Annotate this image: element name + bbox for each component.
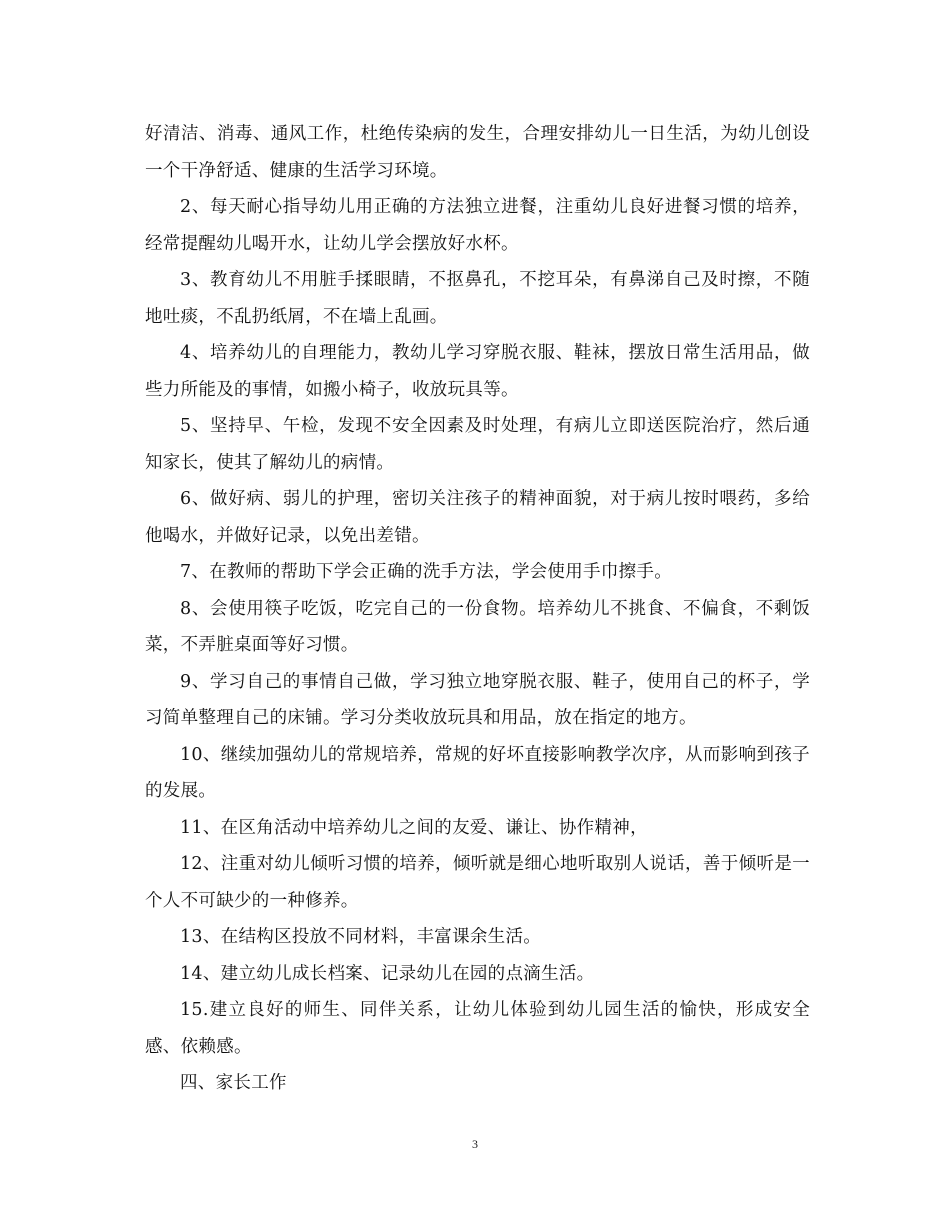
paragraph-12: 12、注重对幼儿倾听习惯的培养，倾听就是细心地听取别人说话，善于倾听是一个人不可缺少的一种修养。 bbox=[145, 854, 810, 911]
paragraph-9: 9、学习自己的事情自己做，学习独立地穿脱衣服、鞋子，使用自己的杯子，学习简单整理自己的床铺。学习分类收放玩具和用品，放在指定的地方。 bbox=[145, 671, 810, 728]
page-number: 3 bbox=[472, 1137, 478, 1151]
paragraph-6: 6、做好病、弱儿的护理，密切关注孩子的精神面貌，对于病儿按时喂药，多给他喝水，并做好记录，以免出差错。 bbox=[145, 489, 810, 546]
paragraph-4: 4、培养幼儿的自理能力，教幼儿学习穿脱衣服、鞋袜，摆放日常生活用品，做些力所能及的事情，如搬小椅子，收放玩具等。 bbox=[145, 343, 810, 400]
document-body bbox=[145, 116, 810, 1102]
section-heading-parent-work: 四、家长工作 bbox=[180, 1073, 287, 1093]
paragraph-10: 10、继续加强幼儿的常规培养，常规的好坏直接影响教学次序，从而影响到孩子的发展。 bbox=[145, 744, 810, 801]
paragraph-2: 2、每天耐心指导幼儿用正确的方法独立进餐，注重幼儿良好进餐习惯的培养，经常提醒幼儿喝开水，让幼儿学会摆放好水杯。 bbox=[145, 197, 810, 254]
paragraph-5: 5、坚持早、午检，发现不安全因素及时处理，有病儿立即送医院治疗，然后通知家长，使其了解幼儿的病情。 bbox=[145, 416, 810, 473]
paragraph-13: 13、在结构区投放不同材料，丰富课余生活。 bbox=[180, 927, 542, 947]
paragraph-15: 15.建立良好的师生、同伴关系，让幼儿体验到幼儿园生活的愉快，形成安全感、依赖感。 bbox=[145, 1000, 810, 1057]
paragraph-1: 好清洁、消毒、通风工作，杜绝传染病的发生，合理安排幼儿一日生活，为幼儿创设一个干净舒适、健康的生活学习环境。 bbox=[145, 124, 810, 181]
paragraph-3: 3、教育幼儿不用脏手揉眼睛，不抠鼻孔，不挖耳朵，有鼻涕自己及时擦，不随地吐痰，不乱扔纸屑，不在墙上乱画。 bbox=[145, 270, 810, 327]
paragraph-7: 7、在教师的帮助下学会正确的洗手方法，学会使用手巾擦手。 bbox=[180, 562, 673, 582]
paragraph-14: 14、建立幼儿成长档案、记录幼儿在园的点滴生活。 bbox=[180, 963, 595, 984]
paragraph-8: 8、会使用筷子吃饭，吃完自己的一份食物。培养幼儿不挑食、不偏食，不剩饭菜，不弄脏桌面等好习惯。 bbox=[145, 598, 810, 655]
paragraph-11: 11、在区角活动中培养幼儿之间的友爱、谦让、协作精神， bbox=[180, 817, 648, 838]
